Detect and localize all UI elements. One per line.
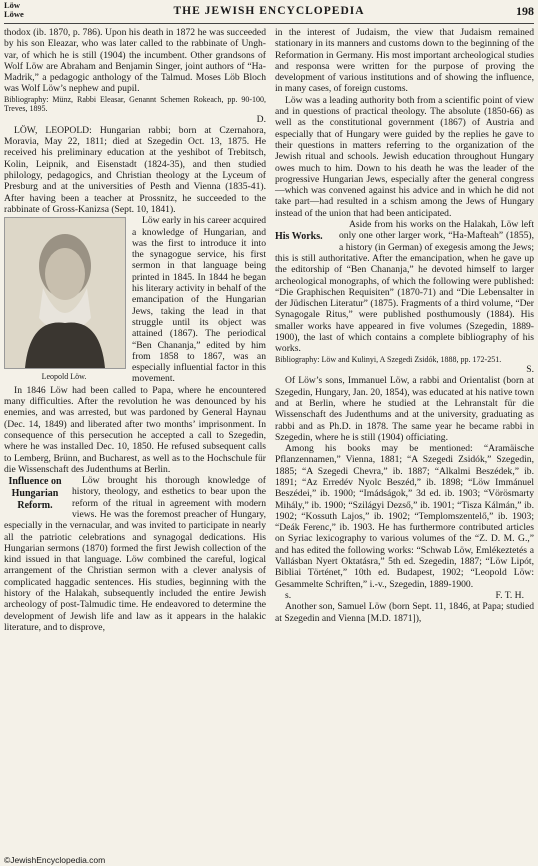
signature-left: s. (285, 589, 292, 601)
leopold-low-papa: In 1846 Löw had been called to Papa, where he encountered many difficulties. After the revolution he was denounced by his enemies, and was arrested, but was pardoned by General Haynau (Dec. 14, 1849) and liberated after two months’ imprisonment. In consequence of this persecution he accepted a call to Szegedin, where he was installed Dec. 10, 1850. He refused subsequent calls to Lemberg, Brünn, and Bucharest, as well as to the Hochschule für die Wissenschaft des Judenthums at Berlin. (4, 384, 266, 475)
side-heading-works: His Works. (275, 231, 323, 243)
author-signature: D. (256, 113, 266, 125)
left-column (4, 27, 266, 633)
author-signature: S. (526, 364, 534, 376)
judaism-continuation: in the interest of Judaism, the view that Judaism remained stationary in its manners and customs down to the beginning of the Reformation in Germany. His most important archeological studies and responsa were written for the purpose of proving the development of various institutions and of showing the influence, in many cases, of foreign customs. (275, 27, 534, 95)
leopold-low-career: Löw early in his career acquired a knowledge of Hungarian, and was the first to introduce it into the synagogue service, his first sermon in that language being printed in 1845. In 1844 he began his literary activity in behalf of the emancipation of the Hungarian Jews, taking the lead in that struggle until its object was attained (1867). The periodical “Ben Chananja,” edited by him from 1858 to 1867, was an especially influential factor in this movement. (132, 215, 266, 385)
leopold-low-works: Aside from his works on the Halakah, Löw left only one other larger work, “Ha-Mafteah” (1855), a history (in German) of exegesis among the Jews; this is still authoritative. After the emancipation, when he gave up the editorship of “Ben Chananja,” he devoted himself to larger archeological monographs, of which the following were published: “Die Graphischen Requisiten” (1870-71) and “Die Lebensalter in der Jüdischen Literatur” (1875). Fragments of a third volume, “Der Synagogale Ritus,” were published posthumously (1884). His smaller works have appeared in five volumes (Szegedin, 1889-1900), the last of which contains a complete bibliography of his works. (275, 219, 534, 355)
immanuel-low-intro: Of Löw’s sons, Immanuel Löw, a rabbi and Orientalist (born at Szegedin, Hungary, Jan. 20, 1854), was educated at his native town and at Berlin, where he studied at the Lehranstalt für die Wissenschaft des Judenthums and at the university, graduating as rabbi and as Ph.D. in 1878. The same year he became rabbi in Szegedin, where he is still (1904) officiating. (275, 375, 534, 443)
wolf-low-tail-paragraph: thodox (ib. 1870, p. 786). Upon his death in 1872 he was succeeded by his son Eleazar, who was later called to the rabbinate of Unghvar, of which he is still (1904) the incumbent. Other grandsons of Wolf Löw are Abraham and Benjamin Singer, joint authors of “Ha-Madrik,” a pedagogic anthology of the Talmud. Moses Löb Bloch was Wolf Löw’s nephew and pupil. (4, 27, 266, 95)
page-title: THE JEWISH ENCYCLOPEDIA (173, 5, 365, 17)
author-signatures (275, 590, 534, 601)
running-header (4, 0, 534, 22)
leopold-low-reform: Löw brought his thorough knowledge of history, theology, and esthetics to bear upon the reform of the ritual in agreement with modern views. He was the foremost preacher of Hungary, especially in the vernacular, and was invited to participate in nearly all the patriotic celebrations and synagogal dedications. His Hungarian sermons (1870) formed the first Jewish collection of the kind issued in that language. Löw combined the careful, logical arrangement of the Christian sermon with a clever analysis of complicated haggadic sentences. His studies, beginning with the history of the Halakah, subsequently included the entire Jewish archeology of post-Talmudic time. He endeavored to determine the development of Jewish life and law as it appears in the halakic literature, and to disprove, (4, 475, 266, 633)
portrait-caption: Leopold Löw. (41, 372, 87, 382)
copyright-footer: ©JewishEncyclopedia.com (4, 855, 106, 865)
portrait-image (4, 217, 126, 369)
signature-right: F. T. H. (495, 589, 524, 601)
right-column (275, 27, 534, 624)
samuel-low-intro: Another son, Samuel Löw (born Sept. 11, 1846, at Papa; studied at Szegedin and Vienna [M.D. 1871]), (275, 601, 534, 624)
leopold-low-authority: Löw was a leading authority both from a scientific point of view and in questions of practical theology. The absolute (1850-66) as well as the constitutional government (1867) of Austria and especially that of Hungary were guided by the replies he gave to their questions in matters referring to the organization of the Jewish ritual and schools. Jewish education throughout Hungary owes much to him. Down to his death he was the leader of the progressive Hungarian Jews, especially after the general congress—which was convened against his advice and in which he did not take part—had resulted in a schism among the Jews of Hungary instead of the union that had been anticipated. (275, 94, 534, 219)
bibliography-wolf-low: Bibliography: Münz, Rabbi Eleasar, Genannt Schemen Rokeach, pp. 90-100, Treves, 1895. (4, 94, 266, 114)
leopold-low-intro: LÖW, LEOPOLD: Hungarian rabbi; born at Czernahora, Moravia, May 22, 1811; died at Szegedin Oct. 13, 1875. He received his preliminary education at the yeshibot of Trebitsch, Kolin, Leipnik, and Eisenstadt (1824-35), and then studied philology, pedagogics, and Christian theology at the Lyceum of Presburg and at the universities of Pesth and Vienna (1835-41). After having been a teacher at Prossnitz, he succeeded to the rabbinate of Gross-Kanizsa (Sept. 10, 1841). (4, 124, 266, 215)
bibliography-leopold-low: Bibliography: Löw and Kulinyi, A Szegedi Zsidók, 1888, pp. 172-251. (275, 354, 502, 364)
header-rule (4, 23, 534, 24)
portrait-figure (4, 217, 124, 382)
page-number: 198 (516, 4, 534, 18)
guide-word-last: Löwe (4, 9, 24, 19)
side-heading-influence: Influence on Hungarian Reform. (8, 476, 62, 512)
immanuel-low-books: Among his books may be mentioned: “Aramäische Pflanzennamen,” Vienna, 1881; “A Szegedi Zsidók,” Szegedin, 1885; “A Szegedi Chevra,” ib. 1887; “Alkalmi Beszédek,” ib. 1891; “Az Erredév Nyolc Beszéd,” ib. 1898; “Löw Immánuel Beszédei,” ib. 1900; “Imádságok,” 3d ed. ib. 1903; “Vörösmarty Mihály,” ib. 1900; “Szilágyi Dezső,” ib. 1901; “Tisza Kálmán,” ib. 1902; “Kossuth Lajos,” ib. 1902; “Templomszentelő,” ib. 1903; “Deák Ferenc,” ib. 1903. He has furthermore contributed articles on Syriac lexicography to various volumes of the “Z. D. M. G.,” and has edited the following works: “Schwab Löw, Emlékeztetés a Vallásban Nyert Oktatásra,” 5th ed. Szegedin, 1887; “Löw Lipót, Bibliai Történet,” 10th ed. Budapest, 1902; “Leopold Löw: Gesammelte Schriften,” i.-v., Szegedin, 1889-1900. (275, 443, 534, 590)
guide-word-first: Löw (4, 0, 21, 10)
